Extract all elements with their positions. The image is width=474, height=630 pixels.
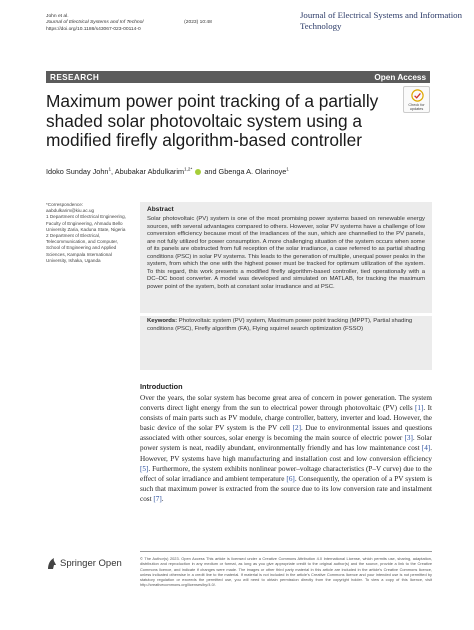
author-sup: 1	[108, 166, 112, 172]
author-sup: 1,2*	[184, 166, 193, 172]
license-text: © The Author(s) 2023. Open Access This article is licensed under a Creative Commons Attribution 4.0 International License, which permits use, sharing, adaptation, distribution and reproduction in any medium or format, as long as you give appropriate credit to the original author(s) and the source, provide a link to the Creative Commons licence, and indicate if changes were made. The images or other third party material in this article are included in the article's Creative Commons licence, unless indicated otherwise in a credit line to the material. If material is not included in the article's Creative Commons licence and your intended use is not permitted by statutory regulation or exceeds the permitted use, you will need to obtain permission directly from the copyright holder. To view a copy of this licence, visit http://creativecommons.org/licenses/by/4.0/.	[140, 556, 432, 588]
introduction-heading: Introduction	[140, 382, 183, 391]
keywords-text: Photovoltaic system (PV) system, Maximum power point tracking (MPPT), Partial shading conditions (PSC), Firefly algorithm (FA), Flying squirrel search optimization (FSSO)	[147, 318, 413, 332]
intro-text: . It consists of main parts such as PV module, charge controller, battery, inverter and load. However, the basic device of the solar PV system is the PV cell	[140, 404, 432, 433]
open-access-label: Open Access	[374, 72, 426, 82]
intro-text: . Due to environmental issues and questions associated with other sources, solar energy is becoming the main source of electric power	[140, 424, 432, 443]
abstract-box	[140, 202, 432, 313]
header-journal: Journal of Electrical Systems and Inf Technol	[46, 20, 144, 26]
check-updates-icon	[411, 89, 424, 102]
correspondence: *Correspondence: aabdulkarim@kiu.ac.ug	[46, 202, 95, 214]
intro-text: . However, PV systems have high manufacturing and installation cost and low conversion efficiency	[140, 444, 432, 463]
journal-name: Journal of Electrical Systems and Information Technology	[300, 10, 462, 31]
keywords	[147, 318, 425, 333]
running-header	[46, 14, 266, 33]
affiliation: 1 Department of Electrical Engineering, Faculty of Engineering, Ahmadu Bello University Zaria, Kaduna State, Nigeria	[46, 214, 126, 232]
intro-text: Over the years, the solar system has become great area of concern in power generation. The system converts direct light energy from the sun to electrical power through photovoltaic (PV) cells	[140, 394, 432, 413]
author-name[interactable]: Idoko Sunday John	[46, 167, 109, 176]
header-authors: John et al.	[46, 14, 69, 19]
citation-link[interactable]: [7]	[153, 494, 162, 503]
intro-text: .	[161, 494, 164, 503]
check-updates-label: Check for updates	[408, 103, 425, 112]
citation-link[interactable]: [3]	[404, 434, 413, 443]
author-name[interactable]: and Gbenga A. Olarinoye	[204, 167, 287, 176]
article-title: Maximum power point tracking of a partially shaded solar photovoltaic system using a modified firefly algorithm-based controller	[46, 91, 379, 151]
author-name[interactable]: Abubakar Abdulkarim	[114, 167, 185, 176]
footer-divider	[140, 551, 432, 552]
header-year: (2023) 10:48	[184, 20, 212, 26]
citation-link[interactable]: [4]	[421, 444, 431, 453]
intro-text: . Solar power system is neat, readily abundant, environmentally friendly and has low maintenance cost	[140, 434, 432, 453]
section-label: RESEARCH	[50, 72, 100, 82]
publisher-name: Springer Open	[60, 558, 122, 569]
article-type-bar	[46, 71, 430, 83]
citation-link[interactable]: [6]	[286, 474, 295, 483]
affiliation: 2 Department of Electrical, Telecommunication, and Computer, School of Engineering and Applied Sciences, Kampala International University, Ishaka, Uganda	[46, 233, 119, 263]
orcid-icon[interactable]	[195, 169, 201, 175]
header-doi-link[interactable]: https://doi.org/10.1186/s43067-023-00114-0	[46, 26, 141, 32]
introduction-body	[140, 393, 432, 504]
author-sup: 1	[286, 166, 289, 172]
keywords-label: Keywords:	[147, 318, 178, 324]
keywords-box	[140, 316, 432, 370]
intro-text: . Furthermore, the system exhibits nonlinear power–voltage characteristics (P–V curve) due to the effect of solar irradiance and ambient temperature	[140, 464, 432, 483]
intro-text: . Consequently, the operation of a PV system is such that maximum power is extracted from the source due to its low conversion rate and instalment cost	[140, 474, 432, 503]
affiliations	[46, 202, 126, 264]
check-for-updates-badge[interactable]	[403, 86, 430, 113]
author-list: Idoko Sunday John$^1$, Abubakar Abdulkarim$^{1,2*}$ and Gbenga A. Olarinoye$^1$	[46, 166, 289, 176]
springer-open-logo	[46, 557, 136, 571]
citation-link[interactable]: [2]	[292, 424, 301, 433]
citation-link[interactable]: [1]	[415, 404, 424, 413]
abstract-body: Solar photovoltaic (PV) system is one of the most promising power systems based on renewable energy sources, with several advantages compared to others. However, solar PV systems have a challenge of low conversion efficiency because most of the irradiances of the sun, which are channelled to the PV panels, are not fully utilized for power consumption. A more challenging situation of the system occurs when some of its panels are obstructed from full reception of the solar irradiance, a case referred to as partial shading conditions (PSC) in solar PV systems. This leads to the generation of multiple, unequal power peaks in the system, from which the one with the highest power must be tracked for optimum utilization of the system. To this regard, this work presents a modified firefly algorithm-based controller, tied operationally with a DC–DC boost converter. A model was developed and simulated on MATLAB, for tracking the maximum power point of the system, both at constant solar irradiance and at PSC.	[147, 216, 425, 290]
citation-link[interactable]: [5]	[140, 464, 149, 473]
springer-horse-icon	[46, 557, 58, 570]
abstract-heading: Abstract	[147, 206, 174, 213]
